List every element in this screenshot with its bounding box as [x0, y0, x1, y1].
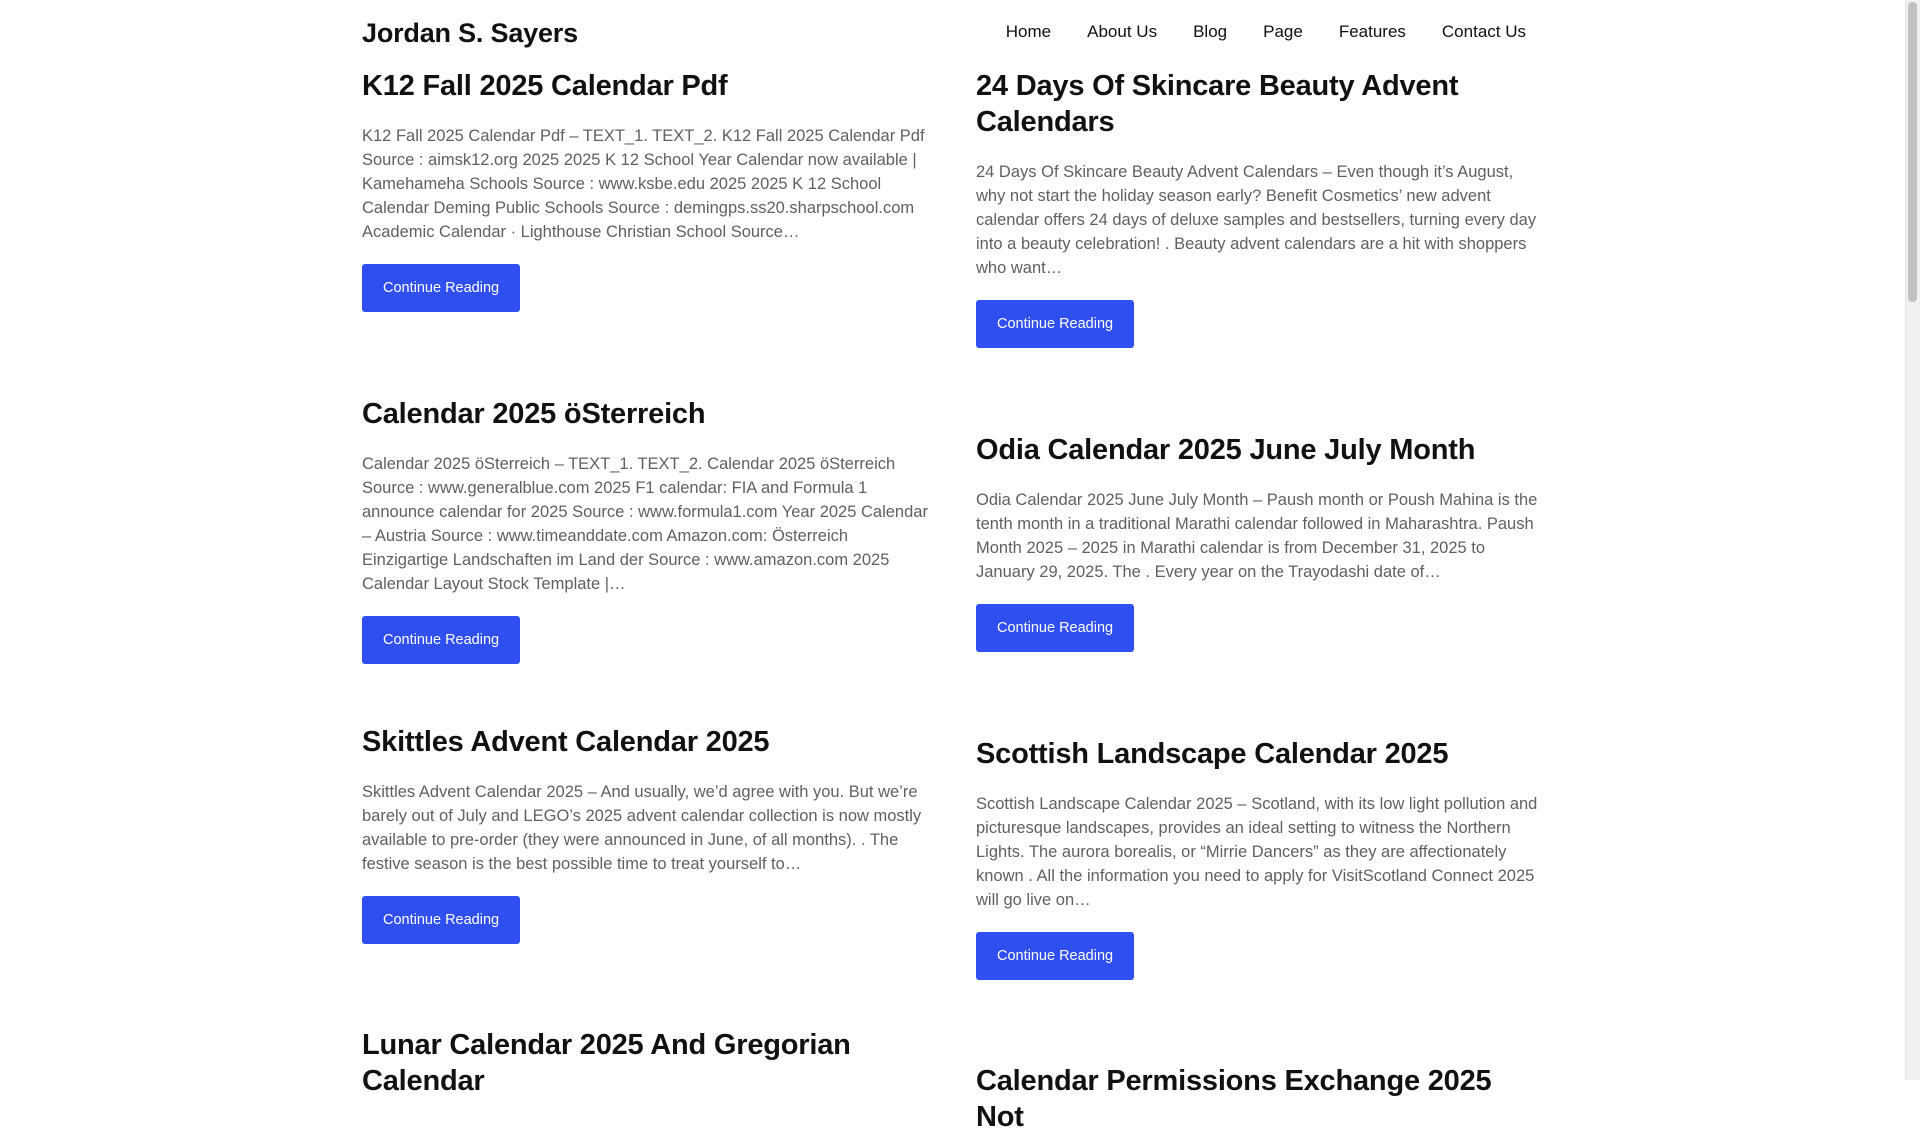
post-title[interactable]: Lunar Calendar 2025 And Gregorian Calendar — [362, 1029, 851, 1097]
continue-reading-button[interactable]: Continue Reading — [362, 896, 520, 944]
nav-page[interactable]: Page — [1263, 22, 1303, 41]
continue-reading-button[interactable]: Continue Reading — [976, 932, 1134, 980]
post-excerpt: Scottish Landscape Calendar 2025 – Scotland, with its low light pollution and picturesque landscapes, provides an ideal setting to witness the Northern Lights. The aurora borealis, or “Mirrie Dancers” as they are affectionately known . All the information you need to apply for VisitScotland Connect 2025 will go live on… — [976, 795, 1538, 909]
post-excerpt: Odia Calendar 2025 June July Month – Paush month or Poush Mahina is the tenth month in a traditional Marathi calendar followed in Maharashtra. Paush Month 2025 – 2025 in Marathi calendar is from December 31, 2025 to January 29, 2025. The . Every year on the Trayodashi date of… — [976, 491, 1538, 581]
post-excerpt: Calendar 2025 öSterreich – TEXT_1. TEXT_2. Calendar 2025 öSterreich Source : www.generalblue.com 2025 F1 calendar: FIA and Formula 1 announce calendar for 2025 Source : www.formula1.com Year 2025 Calendar – Austria Source : www.timeanddate.com Amazon.com: Österreich Einzigartige Landschaften im Land der Source : www.amazon.com 2025 Calendar Layout Stock Template |… — [362, 455, 928, 593]
continue-reading-button[interactable]: Continue Reading — [362, 264, 520, 312]
nav-blog[interactable]: Blog — [1193, 22, 1228, 41]
post-title[interactable]: Skittles Advent Calendar 2025 — [362, 726, 770, 758]
post-card — [976, 736, 1544, 980]
post-excerpt: 24 Days Of Skincare Beauty Advent Calendars – Even though it’s August, why not start the holiday season early? Benefit Cosmetics’ new advent calendar offers 24 days of deluxe samples and bestsellers, turning every day into a beauty celebration! . Beauty advent calendars are a hit with shoppers who want… — [976, 163, 1537, 277]
nav-about-us[interactable]: About Us — [1087, 22, 1158, 41]
post-excerpt: Skittles Advent Calendar 2025 – And usually, we’d agree with you. But we’re barely out of July and LEGO’s 2025 advent calendar collection is now mostly available to pre-order (they were announced in June, of all months). . The festive season is the best possible time to treat yourself to… — [362, 783, 922, 873]
post-card — [976, 1063, 1544, 1135]
continue-reading-button[interactable]: Continue Reading — [976, 604, 1134, 652]
nav-features[interactable]: Features — [1338, 22, 1406, 41]
scrollbar-thumb[interactable] — [1908, 2, 1917, 302]
site-header — [362, 14, 1526, 54]
site-title[interactable]: Jordan S. Sayers — [362, 18, 578, 48]
post-excerpt: K12 Fall 2025 Calendar Pdf – TEXT_1. TEXT_2. K12 Fall 2025 Calendar Pdf Source : aimsk12.org 2025 2025 K 12 School Year Calendar now available | Kamehameha Schools Source : www.ksbe.edu 2025 2025 K 12 School Calendar Deming Public Schools Source : demingps.ss20.sharpschool.com Academic Calendar · Lighthouse Christian School Source… — [362, 127, 925, 241]
main-navigation — [970, 22, 1526, 42]
post-title[interactable]: Scottish Landscape Calendar 2025 — [976, 738, 1449, 770]
vertical-scrollbar[interactable] — [1905, 0, 1920, 1080]
post-card — [976, 432, 1544, 652]
post-card — [362, 396, 930, 664]
continue-reading-button[interactable]: Continue Reading — [976, 300, 1134, 348]
post-title[interactable]: K12 Fall 2025 Calendar Pdf — [362, 70, 728, 102]
post-card — [362, 1027, 930, 1099]
post-title[interactable]: Calendar Permissions Exchange 2025 Not — [976, 1065, 1492, 1133]
nav-home[interactable]: Home — [1005, 22, 1052, 41]
post-card — [362, 68, 930, 312]
nav-contact-us[interactable]: Contact Us — [1441, 22, 1526, 41]
post-title[interactable]: Calendar 2025 öSterreich — [362, 398, 706, 430]
continue-reading-button[interactable]: Continue Reading — [362, 616, 520, 664]
post-card — [976, 68, 1544, 348]
post-title[interactable]: Odia Calendar 2025 June July Month — [976, 434, 1476, 466]
post-title[interactable]: 24 Days Of Skincare Beauty Advent Calendars — [976, 70, 1459, 138]
post-card — [362, 724, 930, 944]
